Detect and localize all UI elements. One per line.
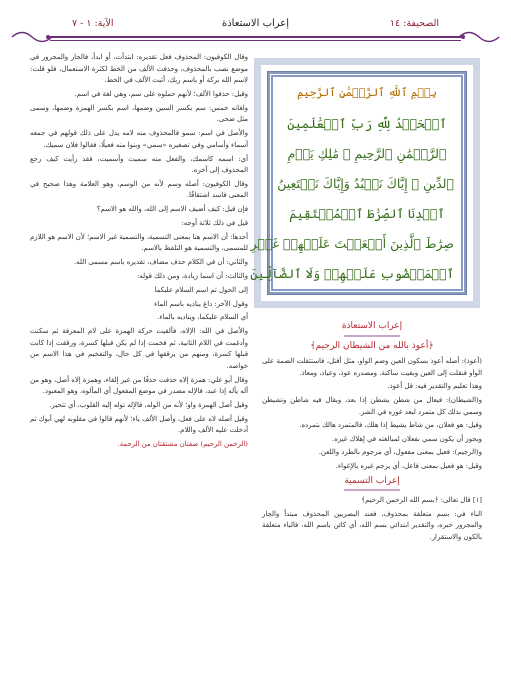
paragraph: والأصل في الله: الإلاه، فألقيت حركة الهمزة على لام المعرفة ثم سكنت وأدغمت في اللام الثانية، ثم فخمت إذا لم يكن قبلها كسرة، ورققت إذا كانت قبلها كسرة، ومنهم من يرققها في كل حال، والتفخيم في هذا الاسم من خواصه. — [30, 327, 248, 370]
quran-line: ٱلۡحَمۡدُ لِلَّهِ رَبِّ ٱلۡعَٰلَمِينَ — [287, 116, 447, 131]
ornament-icon — [457, 28, 501, 46]
ornament-icon — [10, 28, 54, 46]
left-column-text — [30, 52, 248, 453]
quran-line: صِرَٰطَ ٱلَّذِينَ أَنۡعَمۡتَ عَلَيۡهِمۡ غَيۡرِ — [250, 236, 454, 251]
section-title-text: إعراب التسمية — [344, 475, 400, 486]
paragraph: و(الرجيم): فعيل بمعنى مفعول، أي مرجوم بالطرد واللعن. — [318, 448, 482, 457]
paragraph: وقول الآخر: داع يناديه باسم الماء — [154, 299, 248, 308]
paragraph: ويجوز أن يكون سمي بفعلان لمبالغته في إهلاك غيره. — [332, 434, 482, 443]
paragraph: وقيل: هو فعلان، من شاط يشيط إذا هلك، فالمتمرد هالك بتمرده. — [299, 421, 482, 430]
quran-line: ٱلرَّحۡمَٰنِ ٱلرَّحِيمِ ۞ مَٰلِكِ يَوۡمِ — [287, 146, 447, 161]
header-rule — [50, 36, 461, 38]
paragraph: ولغاته خمس: سم بكسر السين وضمها، اسم بكسر الهمزة وضمها، وسمى مثل ضحى. — [30, 103, 248, 124]
quran-line: ٱهۡدِنَا ٱلصِّرَٰطَ ٱلۡمُسۡتَقِيمَ — [289, 206, 445, 221]
paragraph: (الرحمن الرحيم) صفتان مشتقتان من الرحمة. — [117, 440, 248, 449]
paragraph: الباء في: بسم متعلقة بمحذوف، فعند البصريين المحذوف مبتدأ والجار والمجرور خبره، والتقدير ابتدائي بسم الله، أي كائن باسم الله، فالباء متعلقة بالكون والاستقرار. — [262, 509, 482, 541]
paragraph: والثالث: أن اسما زيادة، ومن ذلك قوله: — [136, 271, 248, 280]
paragraph: قيل في ذلك ثلاثة أوجه: — [181, 219, 248, 228]
title-underline — [344, 489, 400, 491]
paragraph: وقال أبو علي: همزة إلاه حذفت حذفًا من غير إلقاء، وهمزة إلاه أصل، وهو من أله يأله إذا عبد، فالإله مصدر في موضع المفعول أي المألوه، وهو المعبود. — [30, 375, 248, 396]
paragraph: وقيل: هو فعيل بمعنى فاعل، أي يرجم غيره بالإغواء. — [335, 461, 482, 470]
paragraph: أي: اسمه كاسمك، والفعل منه سميت وأسميت، فقد رأيت كيف رجع المحذوف إلى آخره. — [30, 154, 248, 175]
paragraph: وهذا تعليم والتقدير فيه: قل أعوذ. — [387, 382, 482, 391]
verse-subtitle: ﴿أعوذ بالله من الشيطان الرجيم﴾ — [310, 340, 434, 351]
paragraph: إلى الحول ثم اسم السلام عليكما — [154, 285, 248, 294]
page-title: إعراب الاستعاذة — [221, 18, 290, 29]
paragraph: وقيل أصل الهمزة واو؛ لأنه من الوله، فالإله توله إليه القلوب، أي تتحير. — [49, 401, 248, 410]
paragraph: و(الشيطان): فيعال من شطن يشطن إذا بعد، ويقال فيه شاطن وتشيطن وسمي بذلك كل متمرد لبعد غوره في الشر. — [262, 395, 482, 416]
ayah-range: الآية: ١ - ٧ — [72, 18, 114, 29]
page-number: الصحيفة: ١٤ — [389, 18, 439, 29]
paragraph: والثاني: أن في الكلام حذف مضاف، تقديره باسم مسمى الله. — [73, 258, 248, 267]
section-title-text: إعراب الاستعاذة — [341, 321, 403, 331]
basmala: بِسۡمِ ٱللَّهِ ٱلرَّحۡمَٰنِ ٱلرَّحِيمِ — [296, 86, 438, 99]
paragraph: وقال الكوفيون: المحذوف فعل تقديره: ابتدأت، أو ابدأ، فالجار والمجرور في موضع نصب بالمحذوف، وحذفت الألف من الخط لكثرة الاستعمال، فلو قلت: لاسم الله بركة أو باسم ربك، أثبت الألف في الخط. — [30, 53, 248, 85]
paragraph: (أعوذ): أصله أعوذ بسكون العين وضم الواو، مثل أقتل، فاستثقلت الضمة على الواو فنقلت إلى العين وبقيت ساكنة. ومصدره عوذ، وعياذ، ومعاذ. — [262, 357, 482, 377]
paragraph: أي السلام عليكما، ويناديه بالماء. — [157, 313, 248, 322]
header-rule — [50, 40, 461, 41]
right-column-text — [262, 318, 482, 546]
paragraph: وقال الكوفيون: أصله وسم لأنه من الوسم، وهو العلامة وهذا صحيح في المعنى فاسد اشتقاقًا. — [30, 179, 248, 200]
page-header — [10, 14, 501, 40]
section-title — [262, 321, 482, 337]
paragraph: [١] قال تعالى: ﴿بسم الله الرحمن الرحيم﴾ — [361, 496, 482, 505]
paragraph: أحدها: أن الاسم هنا بمعنى التسمية، والتسمية غير الاسم؛ لأن الاسم هو اللازم للمسمى، والتسمية هو التلفظ بالاسم. — [30, 232, 248, 253]
title-underline — [344, 335, 400, 337]
frame-border — [250, 71, 467, 295]
quran-line: ٱلۡمَغۡضُوبِ عَلَيۡهِمۡ وَلَا ٱلضَّآلِّينَ — [250, 266, 454, 281]
paragraph: وقيل أصله لاه على فعل، وأصل الألف ياء؛ لأنهم قالوا في مقلوبه لهي أبوك ثم أدخلت عليه الألف واللام. — [30, 414, 248, 435]
section-title — [262, 476, 482, 492]
paragraph: وقيل: حذفوا الألف؛ لأنهم حملوه على سم، وهي لغة في اسم. — [74, 89, 248, 98]
quran-line: ٱلدِّينِ ۞ إِيَّاكَ نَعۡبُدُ وَإِيَّاكَ نَسۡتَعِينُ — [277, 176, 454, 191]
paragraph: والأصل في اسم: سمو فالمحذوف منه لامه يدل على ذلك قولهم في جمعه أسماء وأسامي وفي تصغيره «سمي» وبنوا منه فعيلًا، فقالوا فلان سميك. — [30, 129, 248, 149]
quran-frame — [250, 58, 480, 308]
paragraph: فإن قيل: كيف أضيف الاسم إلى الله، والله هو الاسم؟ — [96, 205, 248, 214]
